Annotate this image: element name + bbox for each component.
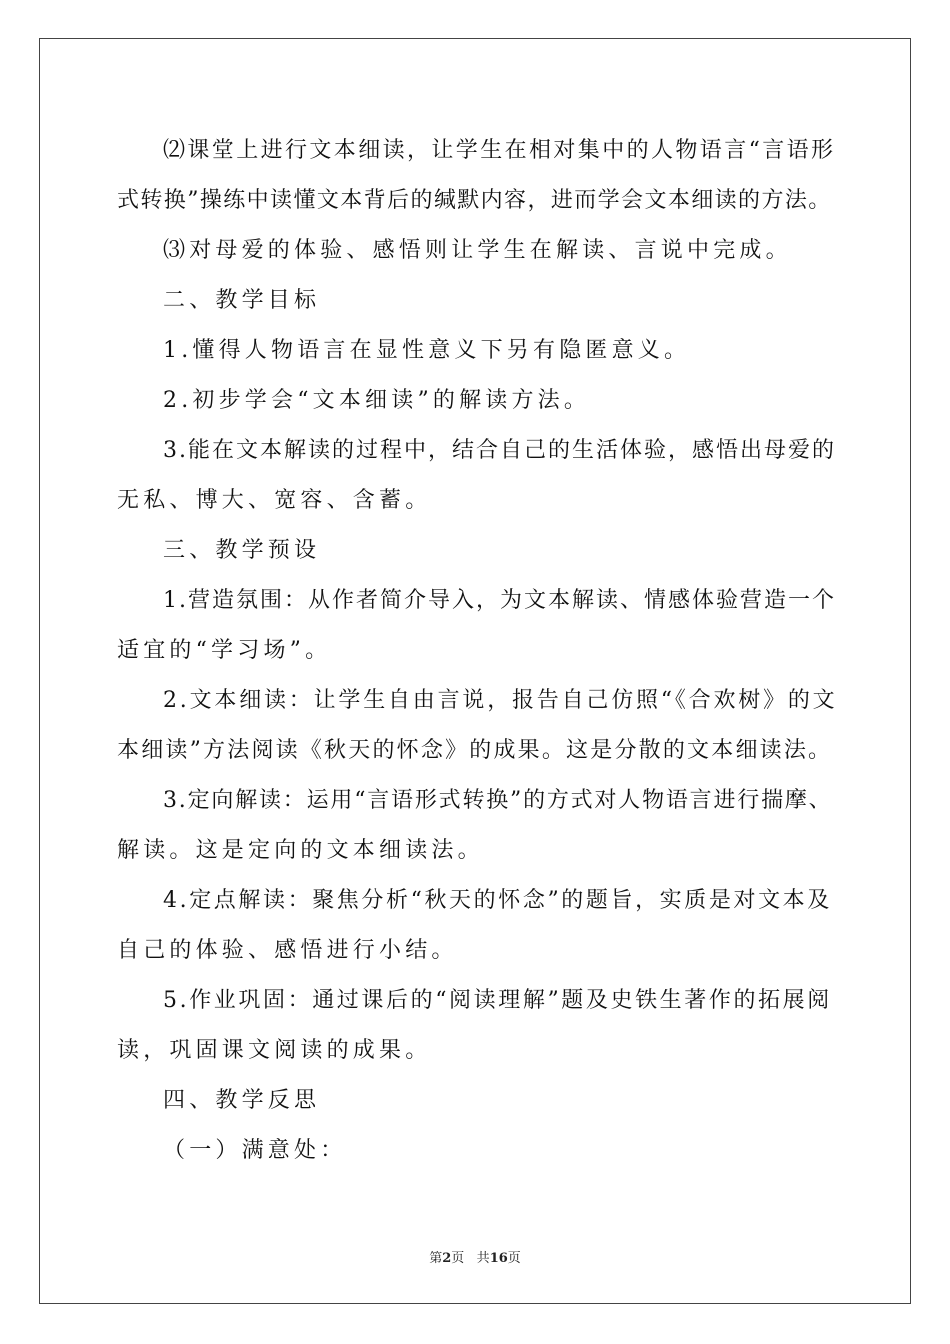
- text-line: 5.作业巩固：通过课后的“阅读理解”题及史铁生著作的拓展阅: [163, 988, 832, 1013]
- footer-page-prefix: 第: [429, 1251, 443, 1266]
- text-line: 本细读”方法阅读《秋天的怀念》的成果。这是分散的文本细读法。: [117, 738, 833, 763]
- text-line: 读，巩固课文阅读的成果。: [117, 1038, 432, 1063]
- text-line: 4.定点解读：聚焦分析“秋天的怀念”的题旨，实质是对文本及: [163, 888, 832, 913]
- text-line: 四、教学反思: [163, 1088, 321, 1113]
- document-body: [117, 126, 837, 1176]
- footer-total-suffix: 页: [507, 1251, 521, 1266]
- text-line: 无私、博大、宽容、含蓄。: [117, 488, 432, 513]
- text-line: 2.初步学会“文本细读”的解读方法。: [163, 388, 591, 413]
- footer-total-prefix: 共: [476, 1251, 490, 1266]
- text-line: ⑶对母爱的体验、感悟则让学生在解读、言说中完成。: [163, 238, 792, 263]
- text-line: 3.能在文本解读的过程中，结合自己的生活体验，感悟出母爱的: [163, 438, 836, 463]
- text-line: 1.营造氛围：从作者简介导入，为文本解读、情感体验营造一个: [163, 588, 836, 613]
- text-line: 适宜的“学习场”。: [117, 638, 332, 663]
- text-line: 式转换”操练中读懂文本背后的缄默内容，进而学会文本细读的方法。: [117, 188, 832, 213]
- text-line: 二、教学目标: [163, 288, 321, 313]
- footer-total-pages: 16: [489, 1251, 508, 1266]
- footer-page-suffix: 页: [451, 1251, 465, 1266]
- text-line: 2.文本细读：让学生自由言说，报告自己仿照“《合欢树》的文: [163, 688, 838, 713]
- text-line: ⑵课堂上进行文本细读，让学生在相对集中的人物语言“言语形: [163, 138, 836, 163]
- text-line: （一）满意处：: [163, 1138, 347, 1163]
- text-line: 三、教学预设: [163, 538, 321, 563]
- text-line: 3.定向解读：运用“言语形式转换”的方式对人物语言进行揣摩、: [163, 788, 833, 813]
- text-line: 1.懂得人物语言在显性意义下另有隐匿意义。: [163, 338, 691, 363]
- page-footer: [0, 1247, 950, 1266]
- text-line: 自己的体验、感悟进行小结。: [117, 938, 458, 963]
- text-line: 解读。这是定向的文本细读法。: [117, 838, 484, 863]
- footer-page-number: 2: [442, 1251, 452, 1266]
